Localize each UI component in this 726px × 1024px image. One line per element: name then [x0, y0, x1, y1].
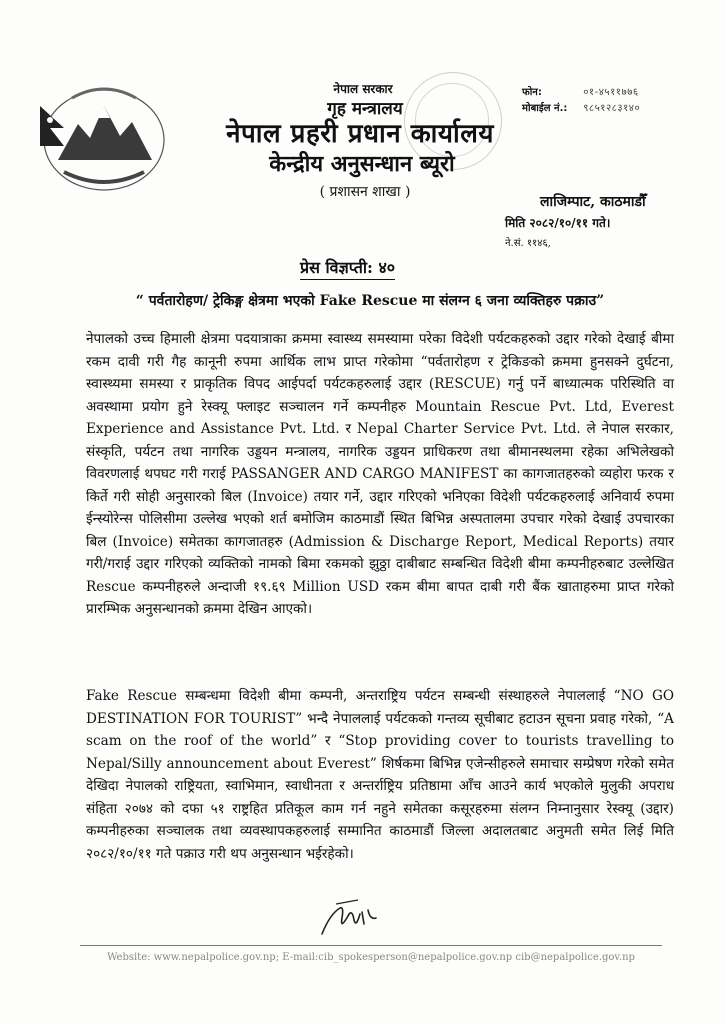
footer-divider [80, 945, 662, 946]
press-release-subject: “ पर्वतारोहण/ ट्रेकिङ्ग क्षेत्रमा भएको Fake Rescue मा संलग्न ६ जना व्यक्तिहरु पक्राउ” [135, 293, 605, 309]
branch-name: ( प्रशासन शाखा ) [319, 184, 411, 200]
office-name: नेपाल प्रहरी प्रधान कार्यालय [226, 119, 494, 149]
mobile-line [522, 100, 640, 114]
nepal-emblem-icon [28, 76, 180, 196]
phone-value: ०१-४५११७७६ [583, 87, 639, 98]
letter-date: मिति २०८२/१०/११ गते। [505, 216, 611, 230]
phone-line [522, 84, 639, 98]
press-release-title: प्रेस विज्ञप्ती: ४० [300, 256, 395, 280]
handwritten-signature [318, 894, 382, 942]
phone-label: फोन: [522, 87, 542, 98]
body-paragraph: नेपालको उच्च हिमाली क्षेत्रमा पदयात्राका क्रममा स्वास्थ्य समस्यामा परेका विदेशी पर्यटकहरुको उद्दार गरेको देखाई बीमा रकम दावी गरी गैह कानूनी रुपमा आर्थिक लाभ प्राप्त गरेकोमा “पर्वतारोहण र ट्रेकिङको क्रममा हुनसक्ने दुर्घटना, स्वास्थ्यमा समस्या र प्राकृतिक विपद आईपर्दा पर्यटकहरुलाई उद्दार (RESCUE) गर्नु पर्ने बाध्यात्मक परिस्थिति वा अवस्थामा प्रयोग हुने रेस्क्यू फ्लाइट सञ्चालन गर्ने कम्पनीहरु Mountain Rescue Pvt. Ltd, Everest Experience and Assistance Pvt. Ltd. र Nepal Charter Service Pvt. Ltd. ले नेपाल सरकार, संस्कृति, पर्यटन तथा नागरिक उड्डयन मन्त्रालय, नागरिक उड्डयन प्राधिकरण तथा बीमानस्थलमा रहेका अभिलेखको विवरणलाई थपघट गरी गराई PASSANGER AND CARGO MANIFEST का कागजातहरुको व्यहोरा फरक र किर्ते गरी सोही अनुसारको बिल (Invoice) तयार गर्ने, उद्दार गरिएको भनिएका विदेशी पर्यटकहरुलाई अनिवार्य रुपमा ईन्स्योरेन्स पोलिसीमा उल्लेख भएको शर्त बमोजिम काठमाडौं स्थित बिभिन्न अस्पतालमा उपचार गरेको देखाई उपचारका बिल (Invoice) समेतका कागजातहरु (Admission & Discharge Report, Medical Reports) तयार गरी/गराई उद्दार गरिएको व्यक्तिको नामको बिमा रकमको झुठ्ठा दाबीबाट सम्बन्धित विदेशी बीमा कम्पनीहरुबाट उल्लेखित Rescue कम्पनीहरुले अन्दाजी १९.६९ Million USD रकम बीमा बापत दाबी गरी बैंक खाताहरुमा प्राप्त गरेको प्रारम्भिक अनुसन्धानको क्रममा देखिन आएको। [86, 331, 674, 617]
government-name: नेपाल सरकार [333, 82, 393, 96]
office-location: लाजिम्पाट, काठमाडौँ [540, 194, 646, 210]
reference-number: ने.सं. ११४६, [505, 238, 551, 249]
footer-contact: Website: www.nepalpolice.gov.np; E-mail:cib_spokesperson@nepalpolice.gov.np cib@nepalpolice.gov.np [107, 952, 635, 963]
mobile-label: मोबाईल नं.: [522, 103, 568, 114]
mobile-value: ९८५१२८३१४० [583, 103, 641, 114]
bureau-name: केन्द्रीय अनुसन्धान ब्यूरो [269, 151, 455, 177]
ministry-name: गृह मन्त्रालय [327, 99, 403, 119]
body-paragraph: Fake Rescue सम्बन्धमा विदेशी बीमा कम्पनी, अन्तराष्ट्रिय पर्यटन सम्बन्धी संस्थाहरुले नेपाललाई “NO GO DESTINATION FOR TOURIST” भन्दै नेपाललाई पर्यटकको गन्तव्य सूचीबाट हटाउन सूचना प्रवाह गरेको, “A scam on the roof of the world” र “Stop providing cover to tourists travelling to Nepal/Silly announcement about Everest” शिर्षकमा बिभिन्न एजेन्सीहरुले समाचार सम्प्रेषण गरेको समेत देखिदा नेपालको राष्ट्रियता, स्वाभिमान, स्वाधीनता र अन्तर्राष्ट्रिय प्रतिष्ठामा आँच आउने कार्य भएकोले मुलुकी अपराध संहिता २०७४ को दफा ५१ राष्ट्रहित प्रतिकूल काम गर्न नहुने समेतका कसूरहरुमा संलग्न निम्नानुसार रेस्क्यू (उद्दार) कम्पनीहरुका सञ्चालक तथा व्यवस्थापकहरुलाई सम्मानित काठमाडौं जिल्ला अदालतबाट अनुमती समेत लिई मिति २०८२/१०/११ गते पक्राउ गरी थप अनुसन्धान भईरहेको। [86, 688, 674, 862]
